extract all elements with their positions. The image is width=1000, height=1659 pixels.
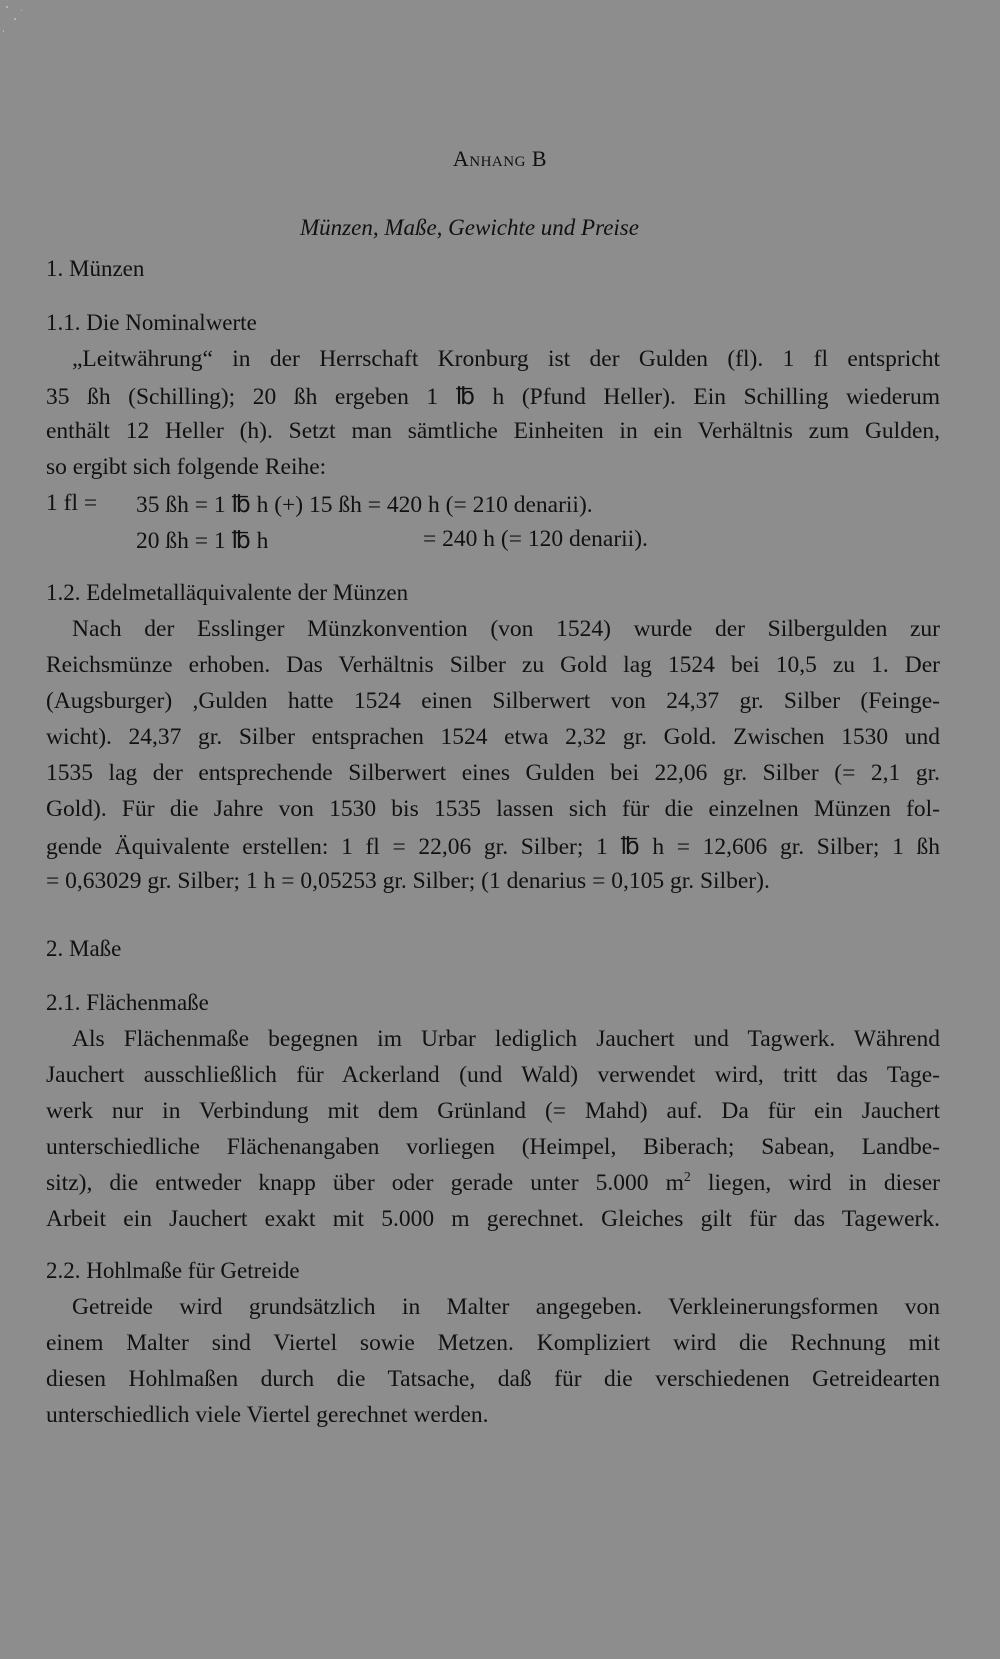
paragraph-line: Reichsmünze erhoben. Das Verhältnis Silber zu Gold lag 1524 bei 10,5 zu 1. Der bbox=[46, 652, 940, 678]
paragraph-line: (Augsburger) ,Gulden hatte 1524 einen Silberwert von 24,37 gr. Silber (Feinge- bbox=[46, 688, 940, 714]
paragraph-line: Jauchert ausschließlich für Ackerland (und Wald) verwendet wird, tritt das Tage- bbox=[46, 1062, 940, 1088]
equation-result: = 240 h (= 120 denarii). bbox=[423, 526, 648, 552]
section-heading-muenzen: 1. Münzen bbox=[46, 256, 145, 281]
scan-speck bbox=[6, 6, 8, 8]
scan-speck bbox=[14, 18, 16, 20]
paragraph-line: Als Flächenmaße begegnen im Urbar lediglich Jauchert und Tagwerk. Während bbox=[72, 1026, 940, 1052]
area-text: sitz), die entweder knapp über oder gerade unter 5.000 m bbox=[46, 1170, 684, 1196]
paragraph-line: Arbeit ein Jauchert exakt mit 5.000 m gerechnet. Gleiches gilt für das Tagewerk. bbox=[46, 1206, 940, 1232]
paragraph-line: unterschiedlich viele Viertel gerechnet werden. bbox=[46, 1402, 489, 1428]
subsection-heading-nominalwerte: 1.1. Die Nominalwerte bbox=[46, 310, 257, 335]
square-superscript: 2 bbox=[683, 1170, 691, 1186]
subsection-heading-edelmetall: 1.2. Edelmetalläquivalente der Münzen bbox=[46, 580, 409, 605]
paragraph-line: unterschiedliche Flächenangaben vorliegen (Heimpel, Biberach; Sabean, Landbe- bbox=[46, 1134, 940, 1160]
paragraph-line: so ergibt sich folgende Reihe: bbox=[46, 454, 327, 480]
paragraph-line: wicht). 24,37 gr. Silber entsprachen 1524 etwa 2,32 gr. Gold. Zwischen 1530 und bbox=[46, 724, 940, 750]
paragraph-line: Getreide wird grundsätzlich in Malter angegeben. Verkleinerungsformen von bbox=[72, 1294, 940, 1320]
paragraph-line: 1535 lag der entsprechende Silberwert eines Gulden bei 22,06 gr. Silber (= 2,1 gr. bbox=[46, 760, 940, 786]
paragraph-line: werk nur in Verbindung mit dem Grünland (= Mahd) auf. Da für ein Jauchert bbox=[46, 1098, 940, 1124]
paragraph-line: Gold). Für die Jahre von 1530 bis 1535 lassen sich für die einzelnen Münzen fol- bbox=[46, 796, 940, 822]
scan-speck bbox=[21, 10, 22, 11]
subsection-heading-hohlmasse: 2.2. Hohlmaße für Getreide bbox=[46, 1258, 300, 1283]
subsection-heading-flaechenmasse: 2.1. Flächenmaße bbox=[46, 990, 209, 1015]
appendix-subtitle: Münzen, Maße, Gewichte und Preise bbox=[300, 215, 639, 240]
paragraph-line: enthält 12 Heller (h). Setzt man sämtliche Einheiten in ein Verhältnis zum Gulden, bbox=[46, 418, 940, 444]
paragraph-line: diesen Hohlmaßen durch die Tatsache, daß für die verschiedenen Getreidearten bbox=[46, 1366, 940, 1392]
paragraph-line: einem Malter sind Viertel sowie Metzen. Kompliziert wird die Rechnung mit bbox=[46, 1330, 940, 1356]
equation-label: 1 fl = bbox=[46, 490, 98, 516]
section-heading-masse: 2. Maße bbox=[46, 936, 122, 961]
scan-speck bbox=[3, 30, 4, 32]
paragraph-line: 35 ßh (Schilling); 20 ßh ergeben 1 ℔ h (Pfund Heller). Ein Schilling wiederum bbox=[46, 384, 940, 410]
paragraph-line: gende Äquivalente erstellen: 1 fl = 22,06 gr. Silber; 1 ℔ h = 12,606 gr. Silber; 1 ßh bbox=[46, 834, 940, 860]
appendix-title: Anhang B bbox=[452, 146, 548, 171]
paragraph-line bbox=[46, 1170, 940, 1197]
paragraph-line: „Leitwährung“ in der Herrschaft Kronburg ist der Gulden (fl). 1 fl entspricht bbox=[72, 346, 940, 372]
equation-line: 20 ßh = 1 ℔ h bbox=[136, 528, 269, 554]
equation-line: 35 ßh = 1 ℔ h (+) 15 ßh = 420 h (= 210 denarii). bbox=[136, 492, 593, 518]
area-text-continued: liegen, wird in dieser bbox=[690, 1170, 940, 1196]
paragraph-line: Nach der Esslinger Münzkonvention (von 1524) wurde der Silbergulden zur bbox=[72, 616, 940, 642]
paragraph-line: = 0,63029 gr. Silber; 1 h = 0,05253 gr. Silber; (1 denarius = 0,105 gr. Silber). bbox=[46, 868, 770, 894]
